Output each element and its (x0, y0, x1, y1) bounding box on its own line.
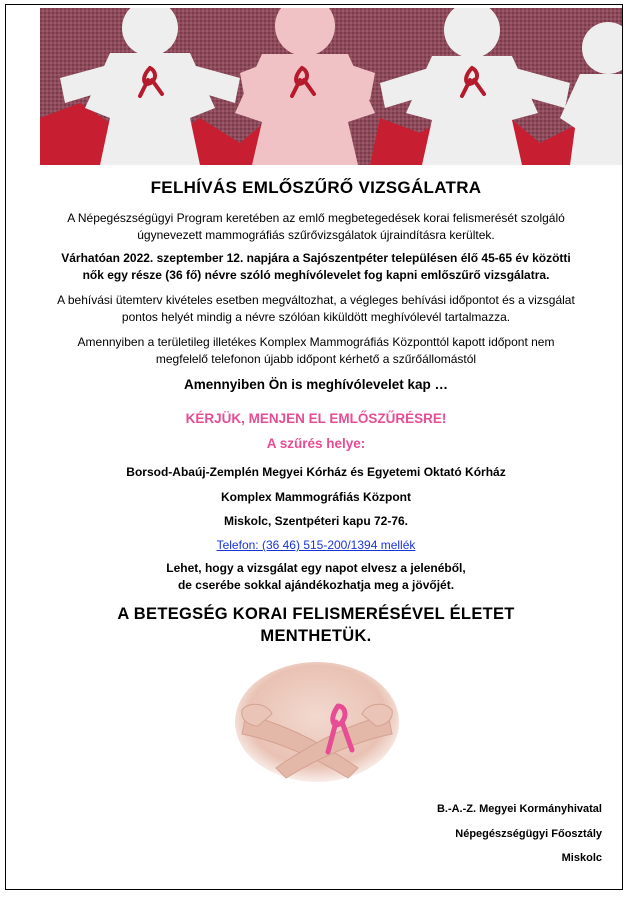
address: Miskolc, Szentpéteri kapu 72-76. (223, 514, 409, 528)
reschedule-line-1: Amennyiben a területileg illetékes Komplex Mammográfiás Központtól kapott időpont nem (77, 335, 555, 349)
slogan-line-1: A BETEGSÉG KORAI FELISMERÉSÉVEL ÉLETET (117, 605, 515, 623)
reschedule-line-2: megfelelő telefonon újabb időpont kérhető a szűrőállomástól (155, 351, 477, 366)
closing-paragraph (20, 560, 612, 593)
closing-line-1: Lehet, hogy a vizsgálat egy napot elvesz a jelenéből, (166, 561, 466, 575)
reschedule-paragraph (20, 334, 612, 367)
phone-line (20, 537, 612, 554)
center-name: Komplex Mammográfiás Központ (220, 490, 412, 504)
intro-paragraph (20, 210, 612, 243)
schedule-line-1: Várhatóan 2022. szeptember 12. napjára a Sajószentpéter településen élő 45-65 év közötti (61, 251, 571, 265)
slogan-line-2: MENTHETÜK. (260, 627, 372, 645)
schedule-line-2: nők egy része (36 fő) névre szóló meghívólevelet fog kapni emlőszűrő vizsgálatra. (82, 267, 550, 282)
location-heading: A szűrés helye: (266, 436, 366, 451)
intro-line-1: A Népegészségügyi Program keretében az emlő megbetegedések korai felismerését szolgáló (67, 211, 565, 225)
phone-link[interactable]: Telefon: (36 46) 515-200/1394 mellék (216, 538, 416, 552)
header-banner-image (40, 8, 622, 165)
hospital-name: Borsod-Abaúj-Zemplén Megyei Kórház és Egyetemi Oktató Kórház (126, 465, 506, 479)
signature-line-1: B.-A.-Z. Megyei Kormányhivatal (436, 803, 602, 815)
schedule-change-line-1: A behívási ütemterv kivételes esetben megváltozhat, a végleges behívási időpontot és a vizsgálat (57, 293, 575, 307)
signature-line-2: Népegészségügyi Főosztály (455, 828, 602, 840)
appeal-heading: KÉRJÜK, MENJEN EL EMLŐSZŰRÉSRE! (185, 411, 447, 426)
schedule-paragraph (20, 250, 612, 283)
awareness-photo (228, 660, 406, 784)
schedule-change-line-2: pontos helyét mindig a névre szólóan kiküldött meghívólevél tartalmazza. (121, 309, 511, 324)
intro-line-2: úgynevezett mammográfiás szűrővizsgálatok újraindításra kerültek. (137, 227, 495, 242)
signature-line-3: Miskolc (561, 852, 602, 864)
invite-text: Amennyiben Ön is meghívólevelet kap … (183, 377, 449, 392)
schedule-change-paragraph (20, 292, 612, 325)
slogan (20, 603, 612, 647)
closing-line-2: de cserébe sokkal ajándékozhatja meg a jövőjét. (177, 577, 455, 592)
page-title: FELHÍVÁS EMLŐSZŰRŐ VIZSGÁLATRA (150, 178, 482, 197)
